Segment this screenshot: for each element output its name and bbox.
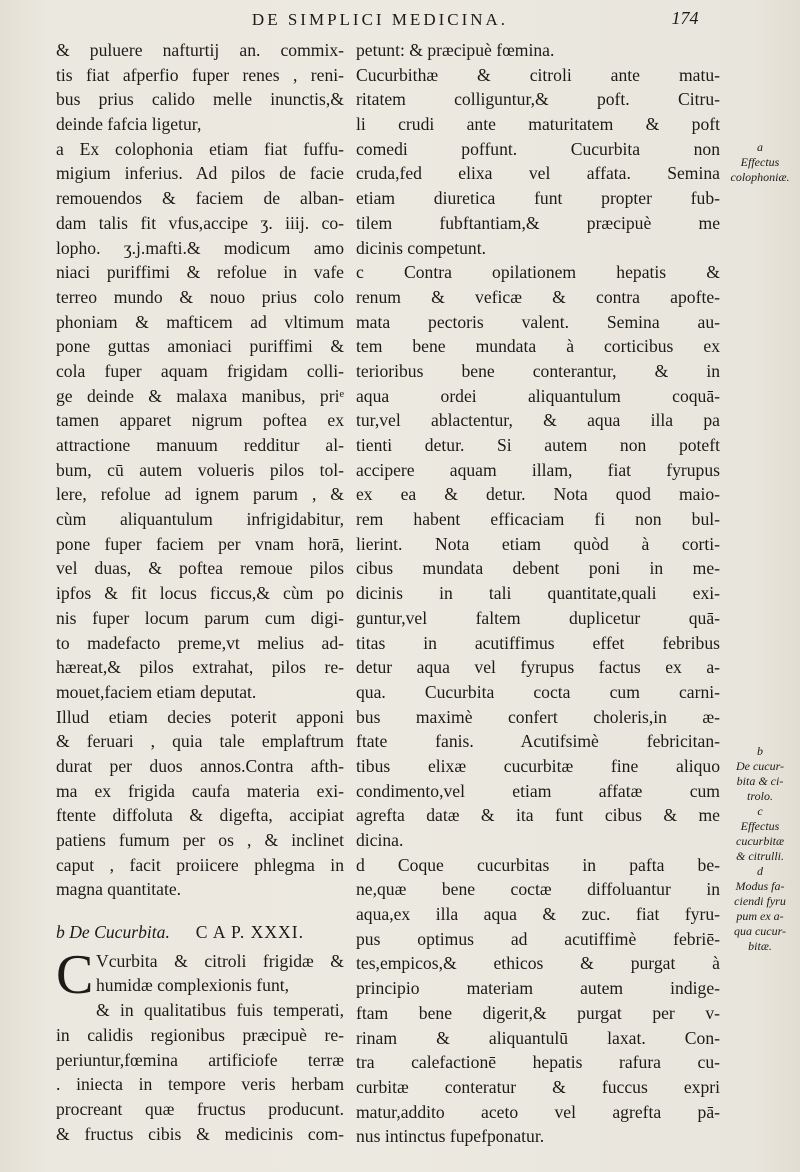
text-line: to madefacto preme,vt melius ad-: [56, 632, 344, 653]
text-line: tibus elixæ cucurbitæ fine aliquo: [356, 755, 720, 776]
margin-note-b: [722, 744, 798, 954]
text-line: nis fuper locum parum cum digi-: [56, 607, 344, 628]
text-line: cruda,fed elixa vel affata. Semina: [356, 163, 720, 184]
text-line: magna quantitate.: [56, 879, 182, 900]
text-line: Modus fa-: [735, 879, 785, 893]
text-line: ftente diffoluta & digefta, accipiat: [56, 805, 344, 826]
text-line: aqua,ex illa aqua & zuc. fiat fyru-: [356, 904, 720, 925]
text-line: detur aqua vel fyrupus factus ex a-: [356, 657, 720, 678]
text-line: remouendos & faciem de alban-: [56, 188, 344, 209]
text-line: guntur,vel faltem duplicetur quā-: [356, 607, 720, 628]
left-column-text-top: [56, 38, 344, 902]
text-line: niaci puriffimi & refolue in vafe: [56, 262, 344, 283]
text-line: & citrulli.: [736, 849, 784, 863]
text-line: mata pectoris valent. Semina au-: [356, 311, 720, 332]
text-line: cucurbitæ: [736, 834, 784, 848]
text-line: tilem fubftantiam,& præcipuè me: [356, 212, 720, 233]
chapter-number: C A P. XXXI.: [195, 922, 304, 943]
text-line: bus prius calido melle inunctis,&: [56, 89, 344, 110]
text-line: dam talis fit vfus,accipe ʒ. iiij. co-: [56, 212, 344, 233]
chapter-opening: [56, 943, 344, 1006]
text-line: tienti detur. Si autem non poteft: [356, 435, 720, 455]
text-line: renum & veficæ & contra apofte-: [356, 286, 720, 307]
text-line: bitæ.: [748, 939, 772, 953]
text-line: De cucur-: [735, 759, 785, 773]
text-line: caput , facit proiicere phlegma in: [56, 854, 344, 875]
text-line: condimento,vel etiam affatæ cum: [356, 780, 720, 801]
text-line: pone fuper faciem per vnam horā,: [56, 533, 344, 554]
right-column: [356, 38, 720, 1149]
text-line: ftam bene digerit,& purgat per v-: [356, 1002, 720, 1023]
text-line: petunt: & præcipuè fœmina.: [356, 40, 555, 60]
text-line: cibus mundata debent poni in me-: [356, 558, 720, 579]
text-line: in calidis regionibus præcipuè re-: [56, 1024, 344, 1045]
text-line: tamen apparet nigrum poftea ex: [56, 410, 344, 431]
text-line: ipfos & fit locus ficcus,& cùm po: [56, 583, 344, 604]
text-line: nus intinctus fupefponatur.: [356, 1126, 545, 1147]
text-line: & feruari , quia tale emplaftrum: [56, 731, 344, 752]
text-line: hæreat,& pilos extrahat, pilos re-: [56, 657, 344, 678]
text-line: li crudi ante maturitatem & poft: [356, 114, 720, 135]
text-line: c: [757, 804, 763, 818]
text-line: . iniecta in tempore veris herbam: [56, 1074, 344, 1095]
text-line: tra calefactionē hepatis rafura cu-: [356, 1052, 720, 1073]
text-line: pum ex a-: [736, 909, 784, 923]
text-line: ftate fanis. Acutifsimè febricitan-: [356, 731, 720, 752]
text-line: accipere aquam illam, fiat fyrupus: [356, 459, 720, 480]
text-line: principio materiam autem indige-: [356, 978, 720, 999]
text-line: patiens fumum per os , & inclinet: [56, 830, 344, 850]
text-line: periuntur,fœmina artificiofe terræ: [56, 1049, 344, 1070]
text-line: Cucurbithæ & citroli ante matu-: [356, 64, 720, 85]
text-line: rinam & aliquantulū laxat. Con-: [356, 1027, 720, 1048]
text-line: d Coque cucurbitas in pafta be-: [356, 854, 720, 875]
text-line: matur,addito aceto vel agrefta pā-: [356, 1101, 720, 1122]
text-line: qua cucur-: [733, 924, 787, 938]
text-line: rem habent efficaciam fi non bul-: [356, 509, 720, 530]
text-line: bus maximè confert choleris,in æ-: [356, 706, 720, 727]
text-line: bita & ci-: [736, 774, 784, 788]
text-line: etiam diuretica funt propter fub-: [356, 188, 720, 209]
page-number: 174: [671, 8, 699, 28]
text-line: cùm aliquantulum infrigidabitur,: [56, 509, 344, 530]
text-line: ciendi fyru: [734, 894, 786, 908]
text-line: bum, cū autem volueris pilos tol-: [56, 459, 344, 480]
text-line: phoniam & mafticem ad vltimum: [56, 311, 344, 332]
text-line: aqua ordei aliquantulum coquā-: [356, 385, 720, 406]
text-line: ex ea & detur. Nota quod maio-: [356, 484, 720, 505]
text-line: b: [757, 744, 763, 758]
text-line: lere, refolue ad ignem parum , &: [56, 484, 344, 505]
chapter-heading: [56, 920, 344, 945]
text-line: ritatem colliguntur,& poft. Citru-: [356, 89, 720, 110]
text-line: attractione manuum redditur al-: [56, 435, 344, 455]
text-line: pone guttas amoniaci puriffimi &: [56, 336, 344, 357]
left-column-text-bottom: [56, 998, 344, 1146]
text-line: comedi poffunt. Cucurbita non: [356, 138, 720, 159]
text-line: durat per duos annos.Contra afth-: [56, 755, 344, 776]
text-line: titas in acutiffimus effet febribus: [356, 632, 720, 653]
text-line: Vcurbita & citroli frigidæ &: [96, 950, 344, 971]
text-line: colophoniæ.: [730, 170, 790, 184]
left-column: [56, 38, 344, 1146]
text-line: mouet,faciem etiam deputat.: [56, 681, 257, 702]
text-line: dicinis competunt.: [356, 237, 486, 258]
text-line: d: [757, 864, 763, 878]
text-line: lopho. ʒ.j.mafti.& modicum amo: [56, 237, 344, 258]
text-line: terreo mundo & nouo prius colo: [56, 286, 344, 307]
text-line: cola fuper aquam frigidam colli-: [56, 360, 344, 381]
text-line: tem bene mundata à corticibus ex: [356, 336, 720, 357]
text-line: qua. Cucurbita cocta cum carni-: [356, 681, 720, 702]
text-line: Illud etiam decies poterit apponi: [56, 706, 344, 727]
text-line: & puluere nafturtij an. commix-: [56, 40, 344, 60]
drop-cap: C: [56, 943, 94, 1006]
text-line: agrefta datæ & ita funt cibus & me: [356, 805, 720, 826]
text-line: & in qualitatibus fuis temperati,: [96, 1000, 344, 1021]
text-line: curbitæ conteratur & fuccus expri: [356, 1076, 720, 1097]
text-line: tur,vel ablactentur, & aqua illa pa: [356, 410, 720, 431]
text-line: tis fiat afperfio fuper renes , reni-: [56, 64, 344, 85]
text-line: pus optimus ad acutiffimè febriē-: [356, 928, 720, 949]
text-line: dicinis in tali quantitate,quali exi-: [356, 583, 720, 604]
text-line: deinde fafcia ligetur,: [56, 114, 202, 135]
text-line: ma ex frigida caufa materia exi-: [56, 780, 344, 801]
text-line: Effectus: [740, 819, 780, 833]
text-line: a: [757, 140, 763, 154]
text-line: ge deinde & malaxa manibus, priᵉ: [56, 385, 344, 406]
running-head: DE SIMPLICI MEDICINA.: [251, 10, 509, 29]
text-line: c Contra opilationem hepatis &: [356, 262, 720, 283]
drop-cap-lines: [56, 943, 344, 1006]
text-line: terioribus bene conterantur, & in: [356, 360, 720, 381]
page-header: [0, 10, 800, 34]
text-line: lierint. Nota etiam quòd à corti-: [356, 533, 720, 554]
text-line: ne,quæ bene coctæ diffoluantur in: [356, 879, 720, 900]
text-line: tes,empicos,& ethicos & purgat à: [356, 953, 720, 974]
text-line: & fructus cibis & medicinis com-: [56, 1123, 344, 1144]
text-line: procreant quæ fructus producunt.: [56, 1098, 344, 1119]
margin-note-a: [722, 140, 798, 185]
text-line: a Ex colophonia etiam fiat fuffu-: [56, 138, 344, 159]
text-line: migium inferius. Ad pilos de facie: [56, 163, 344, 184]
text-line: trolo.: [747, 789, 773, 803]
right-column-text: [356, 38, 720, 1149]
text-line: vel duas, & poftea remoue pilos: [56, 558, 344, 579]
text-line: humidæ complexionis funt,: [96, 975, 290, 996]
text-line: Effectus: [740, 155, 780, 169]
text-line: dicina.: [356, 830, 404, 850]
chapter-title: b De Cucurbita.: [56, 922, 170, 943]
